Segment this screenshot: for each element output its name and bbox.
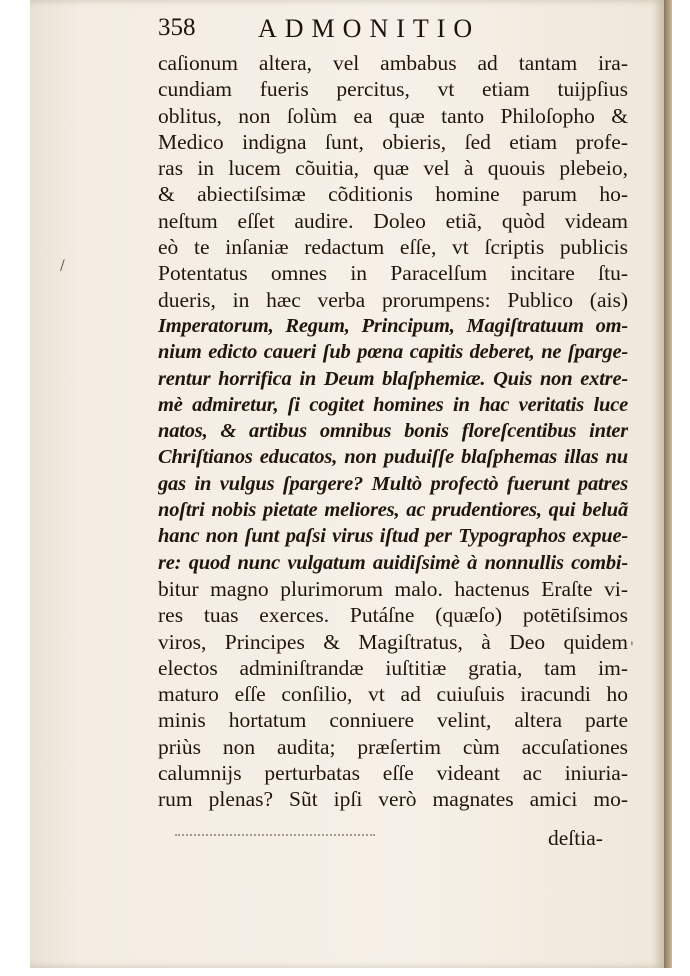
running-head: ADMONITIO bbox=[258, 14, 481, 43]
text-line: rentur horrifica in Deum blaſphemiæ. Quis non extre- bbox=[158, 367, 628, 390]
text-line: hanc non ſunt paſsi virus iſtud per Typographos expue- bbox=[158, 525, 628, 548]
text-line: ras in lucem cõuitia, quæ vel à quouis plebeio, bbox=[158, 156, 628, 181]
page-header bbox=[158, 10, 628, 46]
body-text bbox=[158, 50, 628, 813]
ink-bleed-marks bbox=[175, 834, 375, 840]
text-line: & abiectiſsimæ cõditionis homine parum ho- bbox=[158, 182, 628, 207]
text-line: rum plenas? Sũt ipſi verò magnates amici mo- bbox=[158, 787, 628, 812]
text-line: natos, & artibus omnibus bonis floreſcentibus inter bbox=[158, 420, 628, 443]
text-line: res tuas exerces. Putáſne (quæſo) potētiſsimos bbox=[158, 603, 628, 628]
text-line: noſtri nobis pietate meliores, ac prudentiores, qui beluã bbox=[158, 499, 628, 522]
text-line: mè admiretur, ſi cogitet homines in hac veritatis luce bbox=[158, 393, 628, 416]
page-number: 358 bbox=[158, 14, 196, 41]
text-line: Imperatorum, Regum, Principum, Magiſtratuum om- bbox=[158, 314, 628, 337]
text-line: viros, Principes & Magiſtratus, à Deo quidem bbox=[158, 629, 628, 654]
text-line: caſionum altera, vel ambabus ad tantam ira- bbox=[158, 51, 628, 75]
text-line: eò te inſaniæ redactum eſſe, vt ſcriptis publicis bbox=[158, 235, 628, 260]
text-line: priùs non audita; præſertim cùm accuſationes bbox=[158, 734, 628, 759]
text-line: nium edicto caueri ſub pœna capitis deberet, ne ſparge- bbox=[158, 341, 628, 364]
text-line: minis hortatum conniuere velint, altera parte bbox=[158, 708, 628, 733]
text-line: oblitus, non ſolùm ea quæ tanto Philoſopho & bbox=[158, 103, 628, 128]
text-line: electos adminiſtrandæ iuſtitiæ gratia, tam im- bbox=[158, 655, 628, 680]
text-line: re: quod nunc vulgatum auidiſsimè à nonnullis combi- bbox=[158, 551, 628, 574]
text-line: Chriſtianos educatos, non puduiſſe blaſphemas illas nu bbox=[158, 446, 628, 469]
text-line: dueris, in hæc verba prorumpens: Publico (ais) bbox=[158, 287, 628, 312]
page-edge bbox=[664, 0, 672, 968]
text-line: gas in vulgus ſpargere? Multò profectò fuerunt patres bbox=[158, 472, 628, 495]
text-line: neſtum eſſet audire. Doleo etiã, quòd videam bbox=[158, 208, 628, 233]
margin-mark: / bbox=[60, 258, 65, 274]
text-line: cundiam fueris percitus, vt etiam tuijpſius bbox=[158, 77, 628, 102]
text-line: bitur magno plurimorum malo. hactenus Eraſte vi- bbox=[158, 576, 628, 601]
margin-mark: ' bbox=[630, 640, 634, 656]
text-line: calumnijs perturbatas eſſe videant ac iniuria- bbox=[158, 761, 628, 786]
text-line: Medico indigna ſunt, obieris, ſed etiam profe- bbox=[158, 129, 628, 154]
text-line: maturo eſſe conſilio, vt ad cuiuſuis iracundi ho bbox=[158, 682, 628, 707]
catchword: deſtia- bbox=[548, 826, 603, 850]
text-line: Potentatus omnes in Paracelſum incitare ſtu- bbox=[158, 261, 628, 286]
